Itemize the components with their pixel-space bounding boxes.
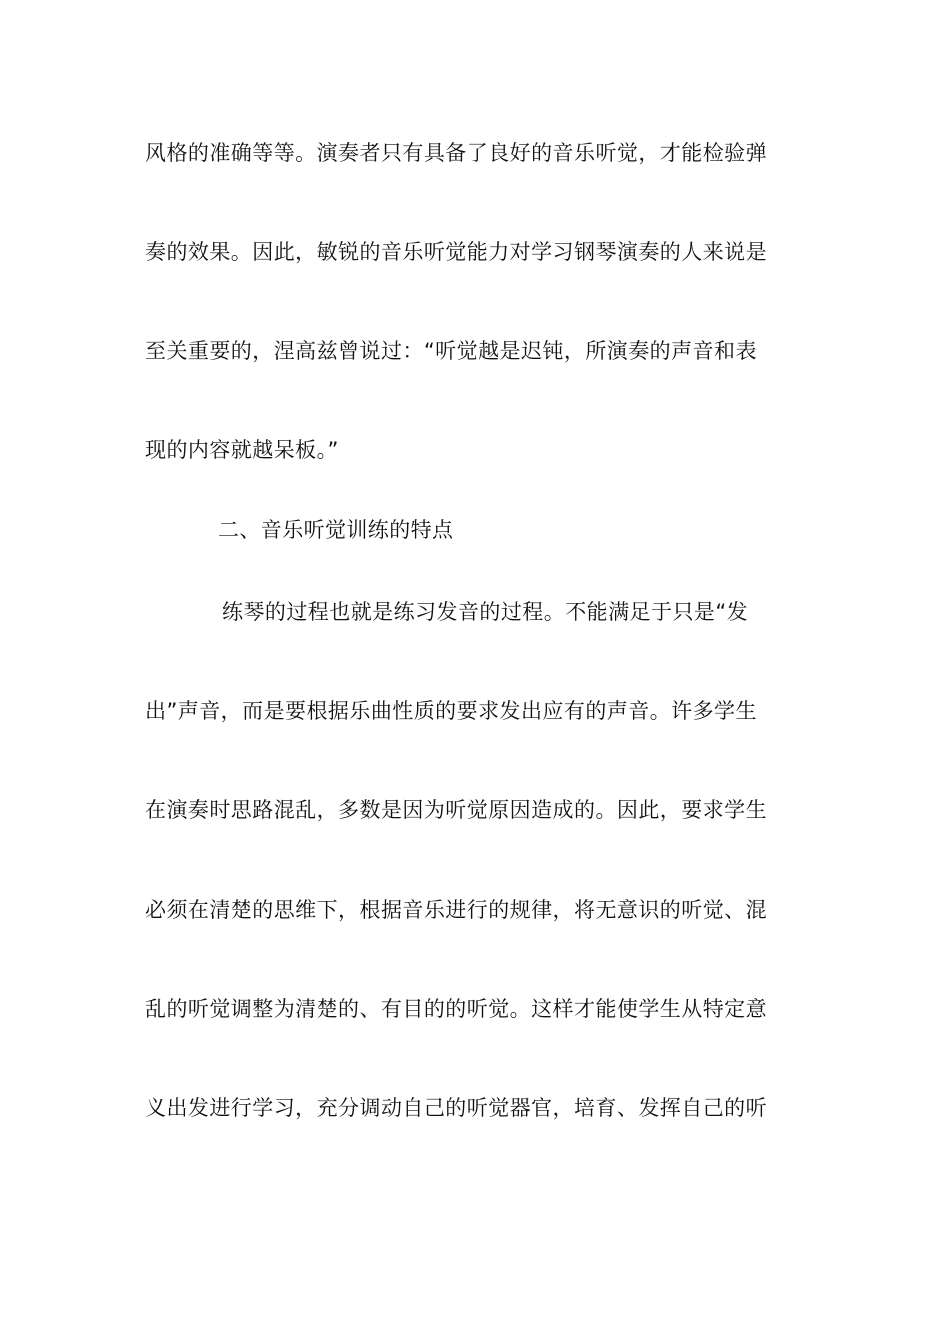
text-line: 在演奏时思路混乱，多数是因为听觉原因造成的。因此，要求学生 [145,798,768,822]
text-line: 乱的听觉调整为清楚的、有目的的听觉。这样才能使学生从特定意 [145,997,768,1021]
text-line: 义出发进行学习，充分调动自己的听觉器官，培育、发挥自己的听 [145,1096,768,1120]
text-line: 练琴的过程也就是练习发音的过程。不能满足于只是“发 [222,600,749,624]
text-line: 至关重要的，涅高兹曾说过：“听觉越是迟钝，所演奏的声音和表 [145,339,757,363]
text-line: 风格的准确等等。演奏者只有具备了良好的音乐听觉，才能检验弹 [145,141,768,165]
text-line: 现的内容就越呆板。” [145,438,339,462]
section-heading: 二、音乐听觉训练的特点 [218,518,454,542]
text-line: 出”声音，而是要根据乐曲性质的要求发出应有的声音。许多学生 [145,699,757,723]
text-line: 奏的效果。因此，敏锐的音乐听觉能力对学习钢琴演奏的人来说是 [145,240,768,264]
text-line: 必须在清楚的思维下，根据音乐进行的规律，将无意识的听觉、混 [145,898,768,922]
